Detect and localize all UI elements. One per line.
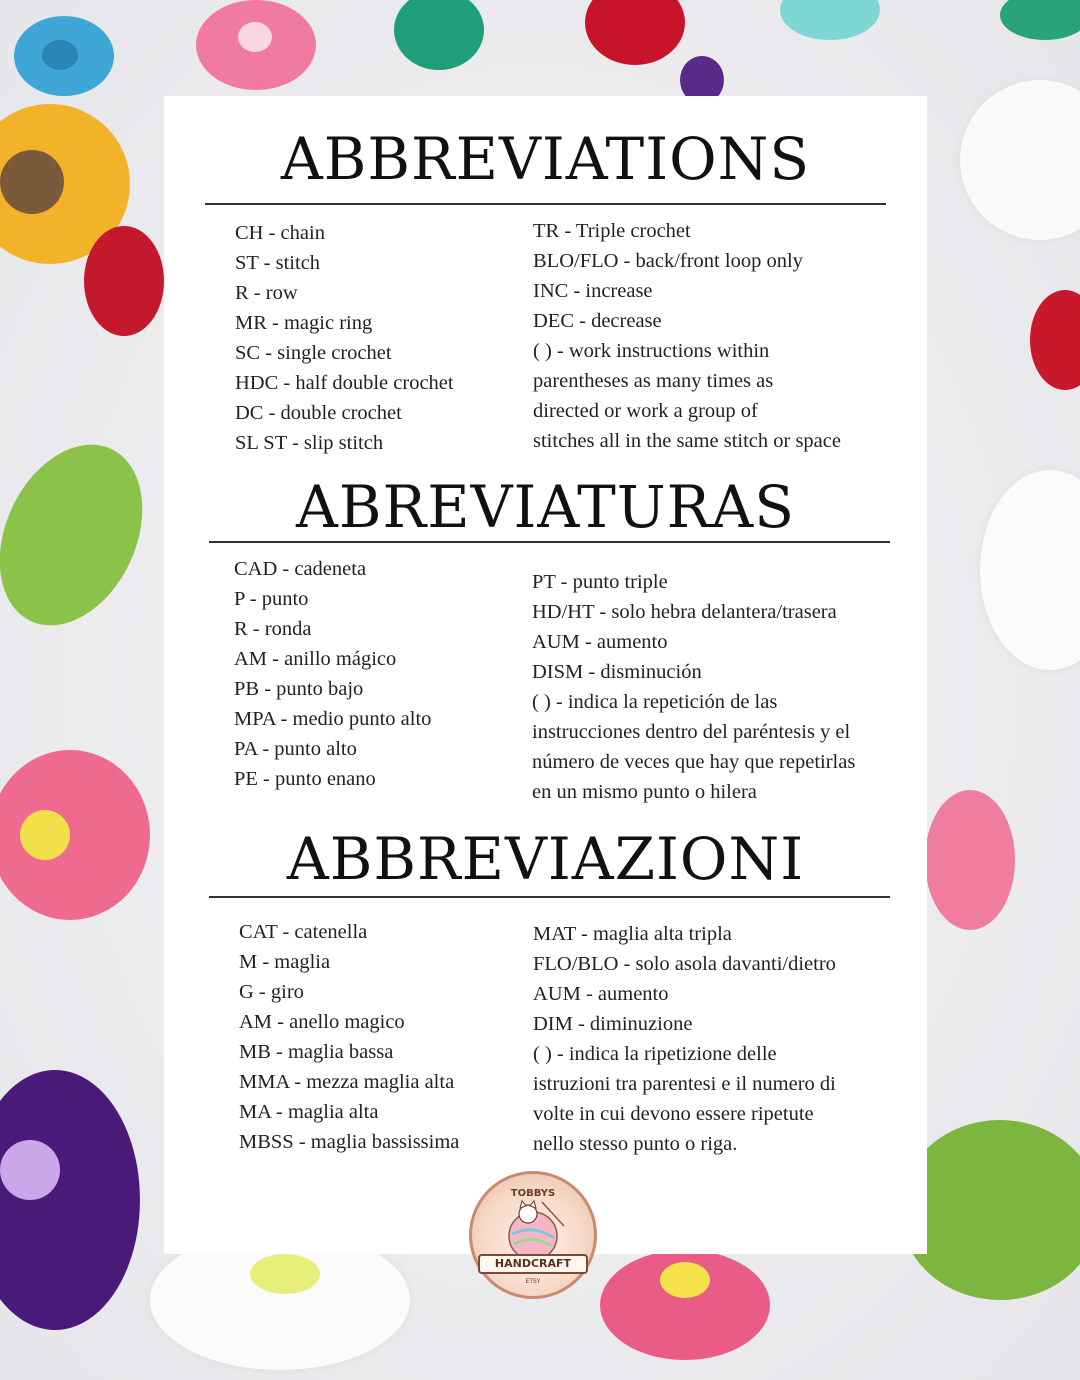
list-item: SL ST - slip stitch xyxy=(235,432,384,454)
list-item: stitches all in the same stitch or space xyxy=(533,430,841,452)
abbrev-list-italian-left xyxy=(239,917,459,1157)
list-item: FLO/BLO - solo asola davanti/dietro xyxy=(533,953,836,975)
list-item: PA - punto alto xyxy=(234,738,357,760)
list-item: DC - double crochet xyxy=(235,402,402,424)
list-item: CH - chain xyxy=(235,222,325,244)
list-item: istruzioni tra parentesi e il numero di xyxy=(533,1073,836,1095)
list-item: parentheses as many times as xyxy=(533,370,774,392)
list-item: en un mismo punto o hilera xyxy=(532,781,757,803)
pink-flower-decoration-right xyxy=(925,790,1015,930)
logo-banner: HANDCRAFT xyxy=(478,1254,588,1274)
divider xyxy=(205,203,886,205)
section-title-english: ABBREVIATIONS xyxy=(280,125,811,193)
section-title-spanish: ABREVIATURAS xyxy=(296,473,795,541)
list-item: número de veces que hay que repetirlas xyxy=(532,751,856,773)
list-item: DEC - decrease xyxy=(533,310,662,332)
list-item: INC - increase xyxy=(533,280,653,302)
list-item: DIM - diminuzione xyxy=(533,1013,693,1035)
list-item: AUM - aumento xyxy=(532,631,668,653)
list-item: BLO/FLO - back/front loop only xyxy=(533,250,803,272)
section-title-italian: ABBREVIAZIONI xyxy=(286,825,805,893)
list-item: AUM - aumento xyxy=(533,983,669,1005)
abbrev-list-spanish-left xyxy=(234,554,431,794)
list-item: CAT - catenella xyxy=(239,921,368,943)
list-item: MMA - mezza maglia alta xyxy=(239,1071,455,1093)
list-item: MB - maglia bassa xyxy=(239,1041,394,1063)
list-item: G - giro xyxy=(239,981,304,1003)
list-item: nello stesso punto o riga. xyxy=(533,1133,738,1155)
list-item: directed or work a group of xyxy=(533,400,758,422)
abbrev-list-italian-right xyxy=(533,919,836,1159)
list-item: TR - Triple crochet xyxy=(533,220,691,242)
abbrev-list-english-left xyxy=(235,218,454,458)
list-item: R - row xyxy=(235,282,298,304)
list-item: instrucciones dentro del paréntesis y el xyxy=(532,721,851,743)
abbrev-list-spanish-right xyxy=(532,567,855,807)
list-item: MA - maglia alta xyxy=(239,1101,379,1123)
list-item: M - maglia xyxy=(239,951,331,973)
list-item: MAT - maglia alta tripla xyxy=(533,923,732,945)
list-item: PT - punto triple xyxy=(532,571,668,593)
list-item: PE - punto enano xyxy=(234,768,376,790)
list-item: ( ) - indica la repetición de las xyxy=(532,691,778,713)
list-item: AM - anillo mágico xyxy=(234,648,397,670)
tobbys-handcraft-logo xyxy=(469,1171,597,1299)
abbreviations-card xyxy=(164,96,927,1254)
list-item: P - punto xyxy=(234,588,309,610)
list-item: MBSS - maglia bassissima xyxy=(239,1131,460,1153)
list-item: ST - stitch xyxy=(235,252,321,274)
logo-bottom-text: ETSY xyxy=(525,1278,541,1285)
list-item: PB - punto bajo xyxy=(234,678,364,700)
list-item: R - ronda xyxy=(234,618,312,640)
list-item: HDC - half double crochet xyxy=(235,372,454,394)
list-item: CAD - cadeneta xyxy=(234,558,367,580)
list-item: SC - single crochet xyxy=(235,342,392,364)
abbrev-list-english-right xyxy=(533,216,841,456)
divider xyxy=(209,541,890,543)
list-item: DISM - disminución xyxy=(532,661,702,683)
list-item: ( ) - work instructions within xyxy=(533,340,770,362)
list-item: ( ) - indica la ripetizione delle xyxy=(533,1043,777,1065)
list-item: volte in cui devono essere ripetute xyxy=(533,1103,814,1125)
list-item: MR - magic ring xyxy=(235,312,373,334)
list-item: MPA - medio punto alto xyxy=(234,708,432,730)
list-item: HD/HT - solo hebra delantera/trasera xyxy=(532,601,837,623)
logo-top-text: TOBBYS xyxy=(510,1188,556,1199)
divider xyxy=(209,896,890,898)
list-item: AM - anello magico xyxy=(239,1011,405,1033)
